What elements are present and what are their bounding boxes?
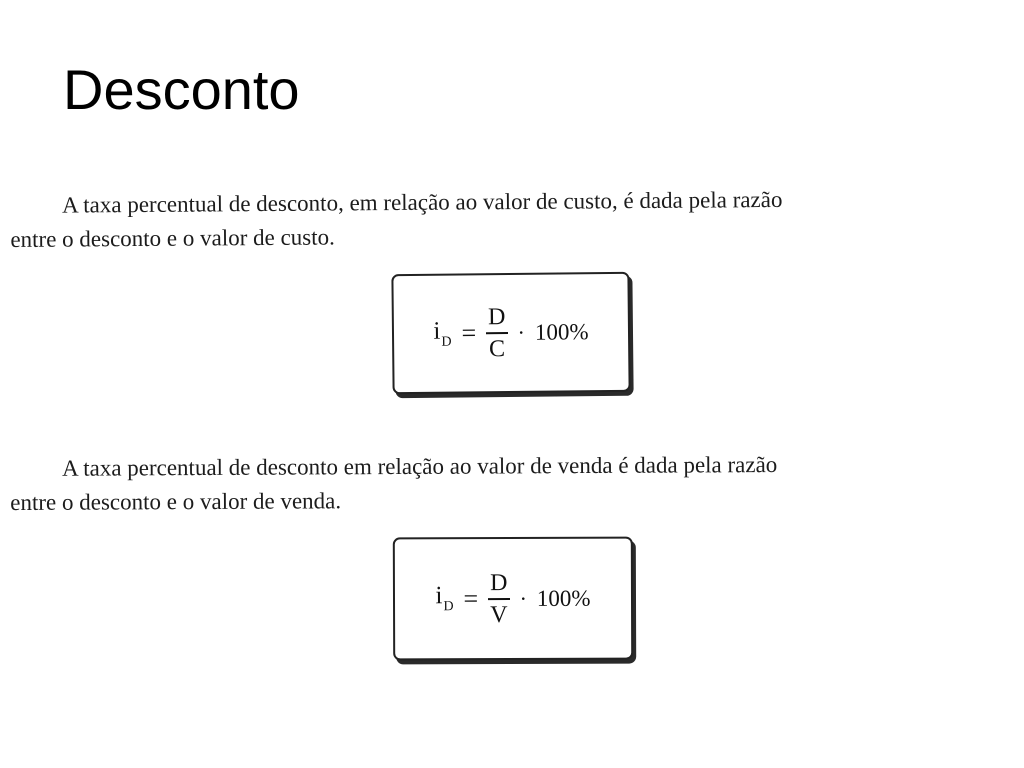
formula-variable: $i_D$ [435,582,454,615]
formula-operator: · [519,585,527,611]
paragraph-cost-discount [10,181,1015,257]
slide-title: Desconto [63,58,300,121]
formula-sale [435,570,590,627]
formula-subscript: D [443,599,454,615]
fraction-denominator: C [488,336,506,363]
formula-equals: = [461,318,477,348]
fraction-numerator: D [488,571,509,600]
formula-cost [433,304,589,362]
formula-variable: $i_D$ [433,317,452,350]
formula-fraction [486,305,508,361]
formula-equals: = [463,583,479,613]
formula-multiplier: 100% [534,319,589,345]
formula-box-sale [393,537,633,661]
fraction-denominator: V [490,601,508,628]
paragraph-line: A taxa percentual de desconto, em relação ao valor de custo, é dada pela razão [62,186,783,218]
paragraph-sale-discount [10,447,1014,520]
paragraph-line: A taxa percentual de desconto em relação ao valor de venda é dada pela razão [62,451,778,481]
formula-box-cost [391,272,630,394]
formula-subscript: D [441,334,452,350]
formula-multiplier: 100% [536,585,591,611]
paragraph-line: entre o desconto e o valor de venda. [10,488,342,515]
fraction-numerator: D [486,305,508,334]
formula-operator: · [517,319,525,345]
paragraph-line: entre o desconto e o valor de custo. [10,224,335,252]
formula-fraction [488,571,510,627]
